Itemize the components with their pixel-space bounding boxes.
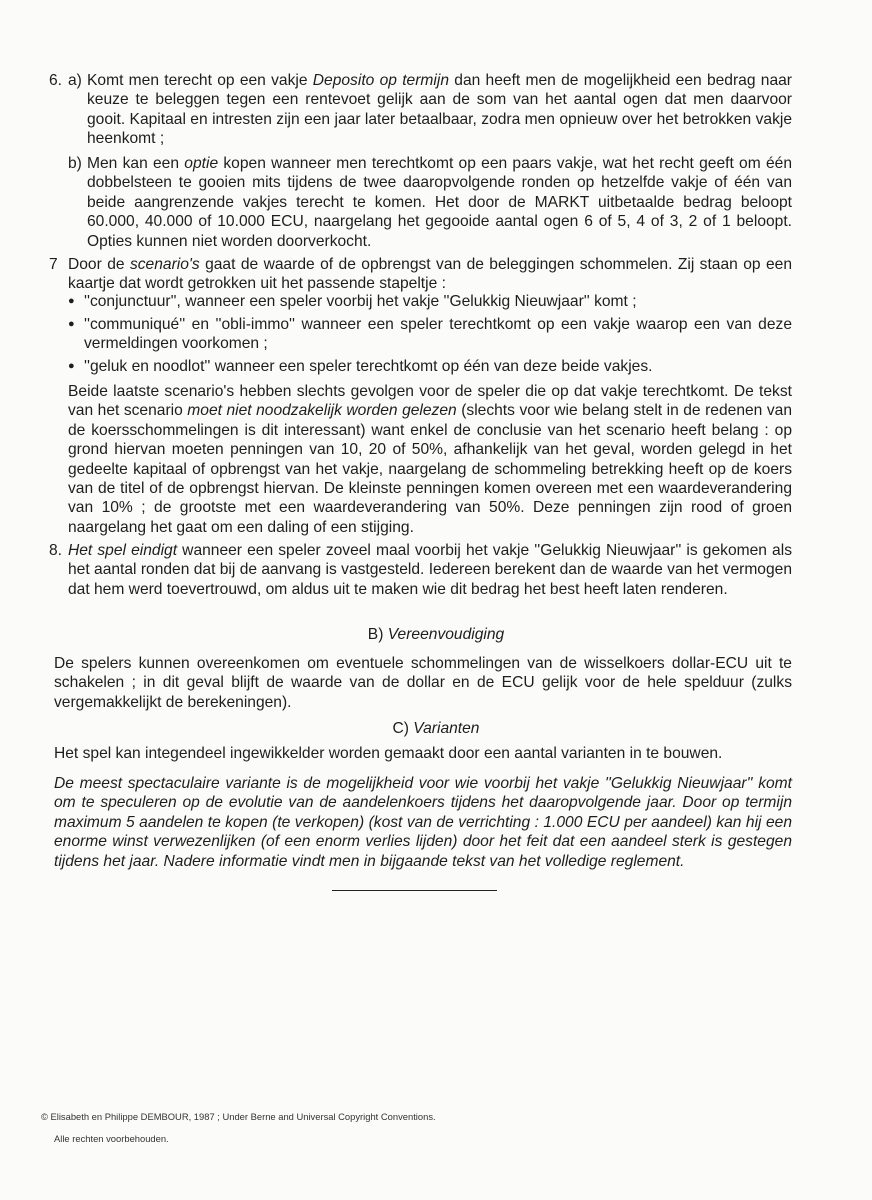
document-page: 6. a) Komt men terecht op een vakje Deposito op termijn dan heeft men de mogelijkheid een bedrag naar keuze te beleggen tegen een rentevoet gelijk aan de som van het aantal ogen dat men daarvoor gooit. Kapitaal en intresten zijn een jaar later betaalbaar, zodra men opnieuw over het betrokken vakje heenkomt ; b) Men kan een optie kopen wanneer men terechtkomt op een paars vakje, wat het recht geeft om één dobbelsteen te gooien mits tijdens de twee daaropvolgende ronden op hetzelfde vakje of één van beide aangrenzende vakjes terecht te komen. Het door de MARKT uitbetaalde bedrag beloopt 60.000, 40.000 of 10.000 ECU, naargelang het gegooide aantal ogen 6 of 5, 4 of 3, 2 of 1 beloopt. Opties kunnen niet worden doorverkocht. 7 Door de scenario's gaat de waarde of de opbrengst van de beleggingen schommelen. Zij staan op een kaartje dat wordt getrokken uit het passende stapeltje : ● ''conjunctuur'', wanneer een speler voorbij het vakje ''Gelukkig Nieuwjaar'' komt ; ● ''communiqué'' en ''obli-immo'' wanneer een speler terechtkomt op een vakje waarop een van deze vermeldingen voorkomen ; ● ''geluk en noodlot'' wanneer een speler terechtkomt op één van deze beide vakjes. Beide laatste scenario's hebben slechts gevolgen voor de speler die op dat vakje terechtkomt. De tekst van het scenario moet niet noodzakelijk worden gelezen (slechts voor wie belang stelt in de redenen van de koersschommelingen is dit interessant) want enkel de conclusie van het scenario heeft belang : op grond hiervan moeten penningen van 10, 20 of 50%, afhankelijk van het geval, worden gelegd in het gedeelte kapitaal of opbrengst van het vakje, naargelang de schommeling betrekking heeft op de koers van de titel of de opbrengst hiervan. De kleinste penningen komen overeen met een waardeverandering van 10% ; de grootste met een waardeverandering van 50%. Deze penningen zijn rood of groen naargelang het gaat om een daling of een stijging. 8. Het spel eindigt wanneer een speler zoveel maal voorbij het vakje ''Gelukkig Nieuwjaar'' is gekomen als het aantal ronden dat bij de aanvang is vastgesteld. Iedereen berekent dan de waarde van het vermogen dat hem werd toevertrouwd, om aldus uit te maken wie dit bedrag het best heeft laten renderen. B) Vereenvoudiging De spelers kunnen overeenkomen om eventuele schommelingen van de wisselkoers dollar-ECU uit te schakelen ; in dit geval blijft de waarde van de dollar en de ECU gelijk voor de hele spelduur (zulks vergemakkelijkt de berekeningen). C) Varianten Het spel kan integendeel ingewikkelder worden gemaakt door een aantal varianten in te bouwen. De meest spectaculaire variante is de mogelijkheid voor wie voorbij het vakje ''Gelukkig Nieuwjaar'' komt om te speculeren op de evolutie van de aandelenkoers tijdens het daaropvolgende jaar. Door op termijn maximum 5 aandelen te kopen (te verkopen) (kost van de verrichting : 1.000 ECU per aandeel) kan hij een enorme winst verwezenlijken (of een enorm verlies lijden) door het feit dat een aandeel sterk is gestegen tijdens het jaar. Nadere informatie vindt men in bijgaande tekst van het volledige reglement. © Elisabeth en Philippe DEMBOUR, 1987 ; Under Berne and Universal Copyright Conventions. Alle rechten voorbehouden. xyxy=(0,0,872,1200)
divider xyxy=(332,890,497,891)
list-item: ● ''communiqué'' en ''obli-immo'' wanneer een speler terechtkomt op een vakje waarop een van deze vermeldingen voorkomen ; xyxy=(68,316,792,353)
bullet-icon: ● xyxy=(68,295,75,307)
bullet-icon: ● xyxy=(68,360,75,372)
section-c-body: Het spel kan integendeel ingewikkelder worden gemaakt door een aantal varianten in te bouwen. xyxy=(54,745,723,762)
item-8-text: Het spel eindigt wanneer een speler zoveel maal voorbij het vakje ''Gelukkig Nieuwjaar'' is gekomen als het aantal ronden dat bij de aanvang is vastgesteld. Iedereen berekent dan de waarde van het vermogen dat hem werd toevertrouwd, om aldus uit te maken wie dit bedrag het best heeft laten renderen. xyxy=(68,542,792,598)
item-7-number: 7 xyxy=(49,256,58,273)
term-optie: optie xyxy=(184,155,219,172)
rights-notice: Alle rechten voorbehouden. xyxy=(54,1133,169,1144)
item-6b-text: Men kan een optie kopen wanneer men terechtkomt op een paars vakje, wat het recht geeft om één dobbelsteen te gooien mits tijdens de twee daaropvolgende ronden op hetzelfde vakje of één van beide aangrenzende vakjes terecht te komen. Het door de MARKT uitbetaalde bedrag beloopt 60.000, 40.000 of 10.000 ECU, naargelang het gegooide aantal ogen 6 of 5, 4 of 3, 2 of 1 beloopt. Opties kunnen niet worden doorverkocht. xyxy=(87,155,792,250)
item-6-number: 6. xyxy=(49,72,63,89)
section-c-variant: De meest spectaculaire variante is de mogelijkheid voor wie voorbij het vakje ''Gelukkig Nieuwjaar'' komt om te speculeren op de evolutie van de aandelenkoers tijdens het daaropvolgende jaar. Door op termijn maximum 5 aandelen te kopen (te verkopen) (kost van de verrichting : 1.000 ECU per aandeel) kan hij een enorme winst verwezenlijken (of een enorm verlies lijden) door het feit dat een aandeel sterk is gestegen tijdens het jaar. Nadere informatie vindt men in bijgaande tekst van het volledige reglement. xyxy=(54,775,792,870)
section-c-heading: C) Varianten xyxy=(392,720,480,737)
item-6a-label: a) xyxy=(68,72,82,89)
list-item: ● ''conjunctuur'', wanneer een speler voorbij het vakje ''Gelukkig Nieuwjaar'' komt ; xyxy=(68,293,637,310)
item-6b-label: b) xyxy=(68,155,82,172)
section-b-body: De spelers kunnen overeenkomen om eventuele schommelingen van de wisselkoers dollar-ECU uit te schakelen ; in dit geval blijft de waarde van de dollar en de ECU gelijk voor de hele spelduur (zulks vergemakkelijkt de berekeningen). xyxy=(54,655,792,711)
bullet-icon: ● xyxy=(68,318,75,330)
item-6a-text: Komt men terecht op een vakje Deposito op termijn dan heeft men de mogelijkheid een bedrag naar keuze te beleggen tegen een rentevoet gelijk aan de som van het aantal ogen dat men daarvoor gooit. Kapitaal en intresten zijn een jaar later betaalbaar, zodra men opnieuw over het betrokken vakje heenkomt ; xyxy=(87,72,792,148)
term-niet-gelezen: moet niet noodzakelijk worden gelezen xyxy=(187,402,457,420)
item-7-intro: Door de scenario's gaat de waarde of de opbrengst van de beleggingen schommelen. Zij staan op een kaartje dat wordt getrokken uit het passende stapeltje : xyxy=(68,256,792,293)
term-spel-eindigt: Het spel eindigt xyxy=(68,542,178,559)
item-8-number: 8. xyxy=(49,542,63,559)
term-scenarios: scenario's xyxy=(129,256,200,273)
list-item: ● ''geluk en noodlot'' wanneer een speler terechtkomt op één van deze beide vakjes. xyxy=(68,358,653,375)
section-b-heading: B) Vereenvoudiging xyxy=(367,626,505,643)
term-deposito: Deposito op termijn xyxy=(312,72,449,89)
copyright-notice: © Elisabeth en Philippe DEMBOUR, 1987 ; Under Berne and Universal Copyright Conventions. xyxy=(41,1111,436,1122)
